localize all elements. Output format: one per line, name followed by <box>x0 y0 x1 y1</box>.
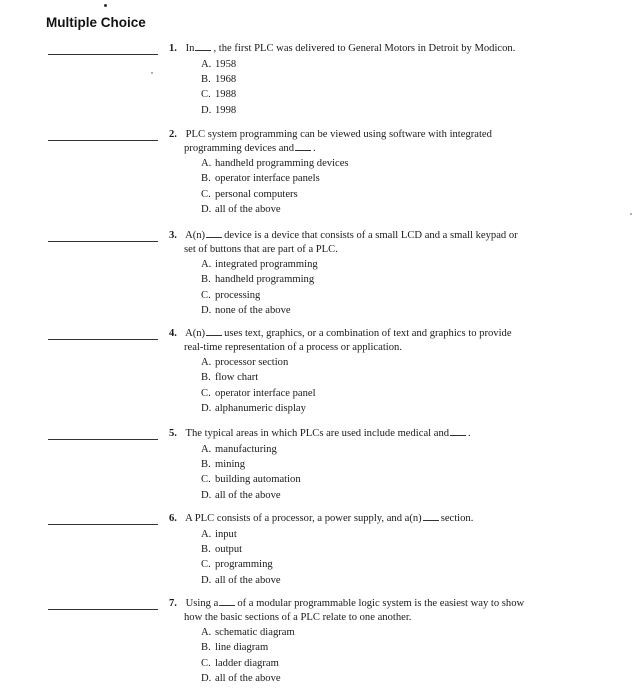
question-7-text <box>169 597 569 687</box>
question-6-text <box>169 512 569 588</box>
option-c: C. operator interface panel <box>201 387 316 399</box>
option-b: B. flow chart <box>201 372 259 384</box>
answer-line-3[interactable] <box>48 241 158 242</box>
section-title: Multiple Choice <box>46 15 146 30</box>
question-text-part: . <box>313 142 316 154</box>
question-text-part: uses text, graphics, or a combination of text and graphics to provide <box>224 328 512 339</box>
option-a: A. processor section <box>201 357 289 368</box>
question-text-part: The typical areas in which PLCs are used include medical and <box>185 428 450 439</box>
question-text-part: of a modular programmable logic system is the easiest way to show <box>237 598 525 609</box>
option-d: D. all of the above <box>201 489 281 501</box>
answer-line-1[interactable] <box>48 54 158 55</box>
option-a: A. handheld programming devices <box>201 158 349 169</box>
option-c: C. processing <box>201 289 261 301</box>
option-a: A. 1958 <box>201 58 237 70</box>
question-number: 5. <box>169 428 177 439</box>
option-d: D. none of the above <box>201 305 291 317</box>
question-text-part: section. <box>440 513 474 524</box>
fill-blank <box>206 229 222 238</box>
answer-line-7[interactable] <box>48 609 158 610</box>
option-d: D. all of the above <box>201 574 281 586</box>
option-c: C. building automation <box>201 474 301 486</box>
answer-line-2[interactable] <box>48 140 158 141</box>
answer-line-6[interactable] <box>48 524 158 525</box>
option-c: C. ladder diagram <box>201 657 279 669</box>
option-b: B. operator interface panels <box>201 173 320 185</box>
answer-line-4[interactable] <box>48 339 158 340</box>
question-number: 2. <box>169 129 177 140</box>
question-5-text <box>169 427 569 503</box>
option-d: D. all of the above <box>201 204 281 216</box>
fill-blank <box>295 142 311 151</box>
scan-speck <box>151 72 153 74</box>
question-number: 7. <box>169 598 177 609</box>
option-b: B. 1968 <box>201 73 237 85</box>
question-number: 6. <box>169 513 177 524</box>
option-c: C. 1988 <box>201 89 237 101</box>
question-text-part: PLC system programming can be viewed using software with integrated <box>185 129 492 140</box>
option-a: A. schematic diagram <box>201 627 295 638</box>
question-3-text <box>169 229 569 319</box>
question-text-part: device is a device that consists of a small LCD and a small keypad or <box>224 230 518 241</box>
option-b: B. mining <box>201 458 246 470</box>
question-number: 4. <box>169 328 177 339</box>
question-number: 3. <box>169 230 177 241</box>
question-4-text <box>169 327 569 417</box>
question-text-part: . <box>468 428 471 439</box>
option-d: D. alphanumeric display <box>201 403 306 415</box>
option-b: B. handheld programming <box>201 274 315 286</box>
option-c: C. programming <box>201 559 273 571</box>
question-continuation: real-time representation of a process or application. <box>184 341 402 353</box>
option-a: A. integrated programming <box>201 259 318 270</box>
fill-blank <box>219 597 235 606</box>
fill-blank <box>206 327 222 336</box>
question-text-part: A(n) <box>185 230 206 241</box>
question-number: 1. <box>169 43 177 54</box>
option-b: B. output <box>201 543 243 555</box>
question-text-part: , the first PLC was delivered to General Motors in Detroit by Modicon. <box>213 43 516 54</box>
question-text-part: In <box>185 43 195 54</box>
fill-blank <box>450 427 466 436</box>
question-continuation: set of buttons that are part of a PLC. <box>184 243 338 255</box>
scan-speck <box>630 213 632 215</box>
question-text-part: Using a <box>185 598 219 609</box>
question-1-text <box>169 42 569 118</box>
question-text-part: A PLC consists of a processor, a power supply, and a(n) <box>185 513 422 524</box>
question-continuation: how the basic sections of a PLC relate to one another. <box>184 611 412 623</box>
question-text-part: A(n) <box>185 328 206 339</box>
option-a: A. manufacturing <box>201 443 277 455</box>
option-d: D. all of the above <box>201 673 281 685</box>
option-b: B. line diagram <box>201 642 269 654</box>
fill-blank <box>195 42 211 51</box>
option-c: C. personal computers <box>201 188 298 200</box>
question-text-part: programming devices and <box>184 142 295 154</box>
fill-blank <box>423 512 439 521</box>
answer-line-5[interactable] <box>48 439 158 440</box>
stray-dot <box>104 4 107 7</box>
option-d: D. 1998 <box>201 104 237 116</box>
option-a: A. input <box>201 528 237 540</box>
question-2-text <box>169 128 569 218</box>
